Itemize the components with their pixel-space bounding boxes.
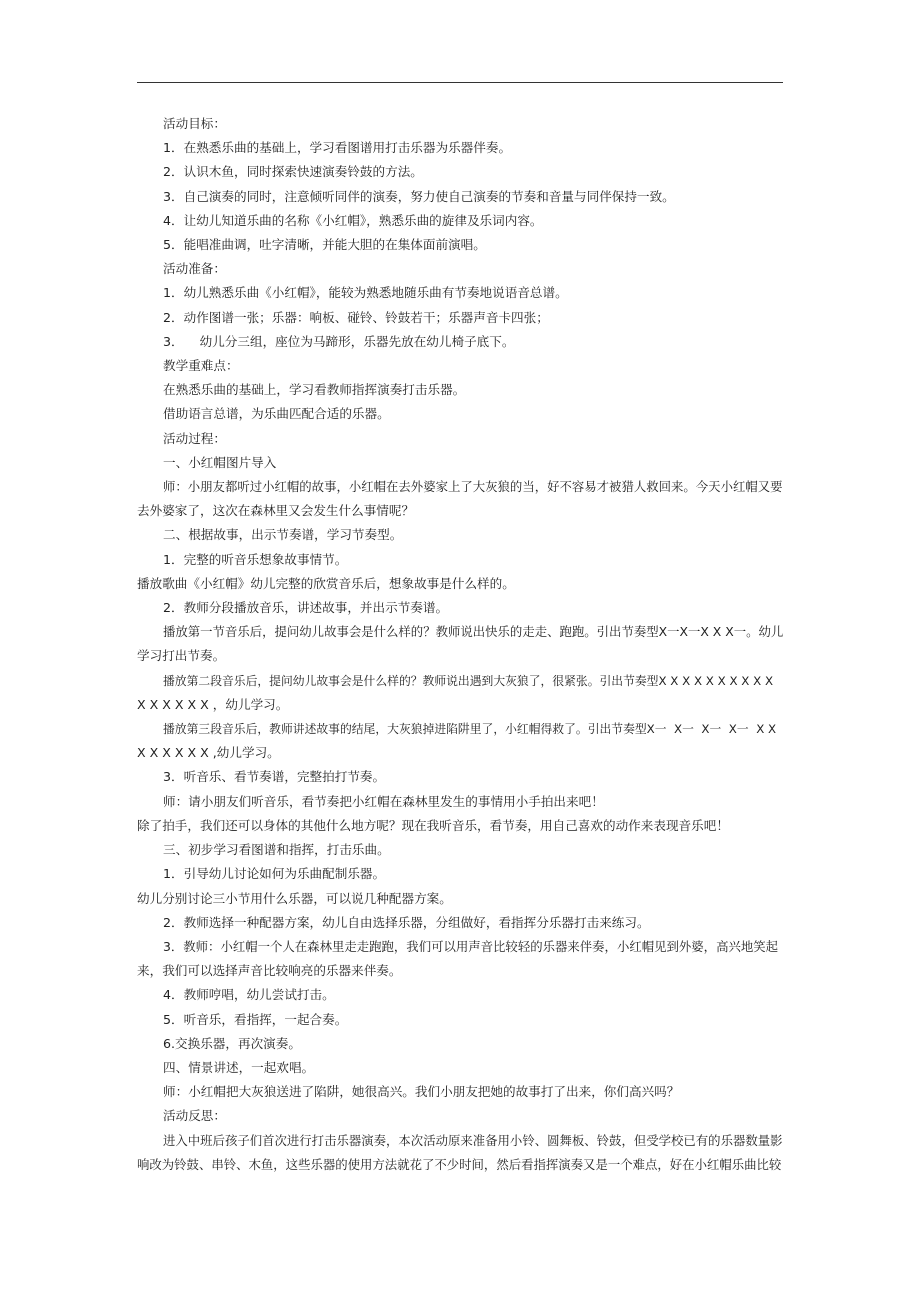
subsection-heading: 一、小红帽图片导入: [163, 454, 277, 470]
paragraph: 2．教师分段播放音乐，讲述故事，并出示节奏谱。: [163, 600, 449, 616]
paragraph: 借助语言总谱，为乐曲匹配合适的乐器。: [163, 406, 390, 422]
paragraph: 除了拍手，我们还可以身体的其他什么地方呢？现在我听音乐，看节奏，用自己喜欢的动作来表现音乐吧！: [137, 817, 729, 833]
paragraph: 2．认识木鱼，同时探索快速演奏铃鼓的方法。: [163, 164, 423, 180]
subsection-heading: 三、初步学习看图谱和指挥，打击乐曲。: [163, 842, 390, 858]
paragraph: 3．自己演奏的同时，注意倾听同伴的演奏，努力使自己演奏的节奏和音量与同伴保持一致。: [163, 188, 675, 204]
paragraph: 4．让幼儿知道乐曲的名称《小红帽》，熟悉乐曲的旋律及乐词内容。: [163, 212, 543, 228]
section-heading: 活动目标：: [163, 116, 226, 131]
paragraph-continuation: X X X X X X ，幼儿学习。: [137, 696, 289, 712]
section-heading: 活动反思：: [163, 1108, 226, 1124]
paragraph: 师：请小朋友们听音乐，看节奏把小红帽在森林里发生的事情用小手拍出来吧！: [163, 793, 604, 809]
paragraph: 播放第三段音乐后，教师讲述故事的结尾，大灰狼掉进陷阱里了，小红帽得救了。引出节奏型X一 X一 X一 X一 X X: [163, 722, 777, 737]
paragraph: 1．在熟悉乐曲的基础上，学习看图谱用打击乐器为乐器伴奏。: [163, 140, 512, 156]
header-rule: [137, 82, 783, 83]
paragraph: 1．引导幼儿讨论如何为乐曲配制乐器。: [163, 866, 386, 882]
paragraph: 2．动作图谱一张；乐器：响板、碰铃、铃鼓若干；乐器声音卡四张；: [163, 309, 549, 325]
paragraph: 2．教师选择一种配器方案，幼儿自由选择乐器，分组做好，看指挥分乐器打击来练习。: [163, 914, 650, 930]
paragraph: 4．教师哼唱，幼儿尝试打击。: [163, 987, 335, 1003]
paragraph: 3．教师：小红帽一个人在森林里走走跑跑，我们可以用声音比较轻的乐器来伴奏，小红帽见到外婆，高兴地笑起: [163, 938, 779, 954]
paragraph: 播放歌曲《小红帽》幼儿完整的欣赏音乐后，想象故事是什么样的。: [137, 575, 515, 591]
paragraph: 3．听音乐、看节奏谱，完整拍打节奏。: [163, 769, 386, 785]
paragraph: 5．听音乐，看指挥，一起合奏。: [163, 1011, 348, 1027]
paragraph: 3． 幼儿分三组，座位为马蹄形，乐器先放在幼儿椅子底下。: [163, 333, 515, 349]
paragraph: 幼儿分别讨论三小节用什么乐器，可以说几种配器方案。: [137, 890, 452, 906]
paragraph: 5．能唱准曲调，吐字清晰，并能大胆的在集体面前演唱。: [163, 237, 486, 253]
section-heading: 教学重难点：: [163, 358, 239, 374]
paragraph: 在熟悉乐曲的基础上，学习看教师指挥演奏打击乐器。: [163, 382, 466, 398]
paragraph-continuation: X X X X X X ,幼儿学习。: [137, 745, 280, 761]
paragraph-continuation: 响改为铃鼓、串铃、木鱼，这些乐器的使用方法就花了不少时间，然后看指挥演奏又是一个难点，好在小红帽乐曲比较: [137, 1156, 782, 1172]
subsection-heading: 四、情景讲述，一起欢唱。: [163, 1059, 315, 1075]
paragraph: 师：小朋友都听过小红帽的故事，小红帽在去外婆家上了大灰狼的当，好不容易才被猎人救回来。今天小红帽又要: [163, 479, 783, 495]
paragraph: 1．幼儿熟悉乐曲《小红帽》，能较为熟悉地随乐曲有节奏地说语音总谱。: [163, 285, 568, 301]
subsection-heading: 二、根据故事，出示节奏谱，学习节奏型。: [163, 527, 403, 543]
paragraph-continuation: 去外婆家了，这次在森林里又会发生什么事情呢？: [137, 503, 415, 519]
paragraph: 进入中班后孩子们首次进行打击乐器演奏，本次活动原来准备用小铃、圆舞板、铃鼓，但受学校已有的乐器数量影: [163, 1132, 783, 1148]
paragraph: 1．完整的听音乐想象故事情节。: [163, 551, 348, 567]
paragraph-continuation: 学习打出节奏。: [137, 648, 226, 664]
paragraph: 6.交换乐器，再次演奏。: [163, 1035, 301, 1051]
paragraph: 播放第二段音乐后，提问幼儿故事会是什么样的？教师说出遇到大灰狼了，很紧张。引出节奏型X X X X X X X X X X: [163, 673, 774, 688]
document-body: [137, 112, 783, 1177]
section-heading: 活动过程：: [163, 430, 226, 446]
paragraph: 播放第一节音乐后，提问幼儿故事会是什么样的？教师说出快乐的走走、跑跑。引出节奏型X一X一X X X一。幼儿: [163, 624, 783, 640]
paragraph: 师：小红帽把大灰狼送进了陷阱，她很高兴。我们小朋友把她的故事打了出来，你们高兴吗？: [163, 1084, 680, 1100]
paragraph-continuation: 来，我们可以选择声音比较响亮的乐器来伴奏。: [137, 963, 402, 979]
section-heading: 活动准备：: [163, 261, 226, 277]
